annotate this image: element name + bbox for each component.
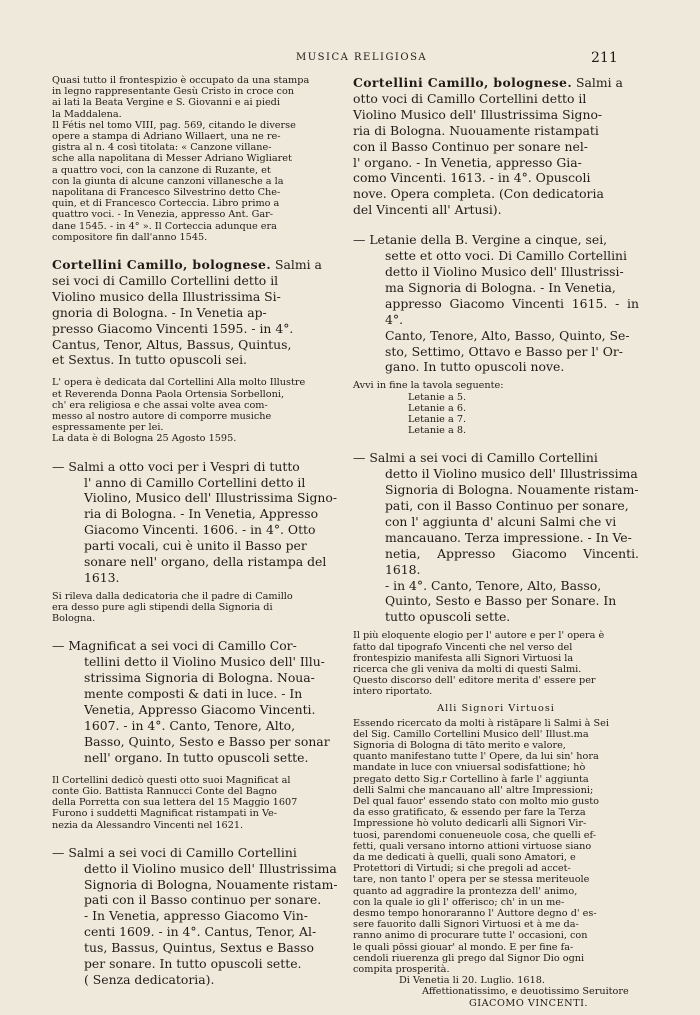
right-column	[353, 75, 639, 1009]
note-fetis: Il Fétis nel tomo VIII, pag. 569, citando le diverse opere a stampa di Adriano Willaert, una ne re- gistra al n. 4 così titolata: « Canzone villane- sche alla napolitana di Messer Adriano Wigliaret a quattro voci, con la canzone di Ruzante, et con la giunta di alcune canzoni villanesche a la napolitana di Francesco Silvestrino detto Che- quin, et di Francesco Corteccia. Libro primo a quattro voci. - In Venezia, appresso Ant. Gar- dane 1545. - in 4° ». Il Corteccia adunque era compositore fin dall'anno 1545.	[52, 119, 296, 243]
left-column	[52, 75, 342, 988]
letter-heading: Alli Signori Virtuosi	[437, 702, 555, 714]
note-father: Si rileva dalla dedicatoria che il padre di Camillo era desso pure agli stipendi della Signoria di Bologna.	[52, 590, 293, 625]
note-frontispiece: Quasi tutto il frontespizio è occupato da una stampa in legno rappresentante Gesù Cristo in croce con ai lati la Beata Vergine e S. Giovanni e ai piedi la Maddalena.	[52, 75, 310, 120]
note-date: La data è di Bologna 25 Agosto 1595.	[52, 433, 237, 445]
entry-salmi-sei-voci-1609: — Salmi a sei voci di Camillo Cortellini detto il Violino musico dell' Illustrissima Signoria di Bologna, Nouamente ristam- pati con il Basso continuo per sonare. - In Venetia, appresso Giacomo Vin- centi 1609. - in 4°. Cantus, Tenor, Al- tus, Bassus, Quintus, Sextus e Basso per sonare. In tutto opuscoli sette. ( Senza dedicatoria).	[52, 844, 338, 987]
entry-salmi-otto-voci-1613: Cortellini Camillo, bolognese. Salmi a otto voci di Camillo Cortellini detto il Violino Musico dell' Illustrissima Signo- ria di Bologna. Nuouamente ristampati con il Basso Continuo per sonare nel- l' organo. - In Venetia, appresso Gia- como Vincenti. 1613. - in 4°. Opuscoli nove. Opera completa. (Con dedicatoria del Vincenti all' Artusi).	[353, 75, 623, 218]
list-item: Letanie a 7.	[408, 413, 467, 425]
letter-signature: GIACOMO VINCENTI.	[469, 997, 588, 1009]
entry-salmi-otto-voci-vespri: — Salmi a otto voci per i Vespri di tutto l' anno di Camillo Cortellini detto il Violino, Musico dell' Illustrissima Signo- ria di Bologna. - In Venetia, Appresso Giacomo Vincenti. 1606. - in 4°. Otto parti vocali, cui è unito il Basso per sonare nell' organo, della ristampa del 1613.	[52, 458, 338, 585]
note-printer-praise: Il più eloquente elogio per l' autore e per l' opera è fatto dal tipografo Vincenti che nel verso del frontespizio manifesta alli Signori Virtuosi la ricerca che gli veniva da molti di questi Salmi. Questo discorso dell' editore merita d' essere per intero riportato.	[353, 630, 605, 698]
letter-date: Di Venetia li 20. Luglio. 1618.	[399, 975, 545, 987]
list-item: Letanie a 8.	[408, 425, 467, 437]
entry-magnificat: — Magnificat a sei voci di Camillo Cor- tellini detto il Violino Musico dell' Illu- strissima Signoria di Bologna. Noua- mente composti & dati in luce. - In Venetia, Appresso Giacomo Vincenti. 1607. - in 4°. Canto, Tenore, Alto, Basso, Quinto, Sesto e Basso per sonar nell' organo. In tutto opuscoli sette.	[52, 638, 330, 765]
list-item: Letanie a 5.	[408, 391, 467, 403]
letter-body: Essendo ricercato da molti à ristāpare li Salmi à Sei del Sig. Camillo Cortellini Musico dell' Illust.ma Signoria di Bologna di tāto merito e valore, quanto manifestano tutte l' Opere, da lui sin' hora mandate in luce con vniuersal sodisfattione; hò pregato detto Sig.r Cortellino à farle l' aggiunta delli Salmi che mancauano all' altre Impressioni; Del qual fauor' essendo stato con molto mio gusto da esso gratificato, & essendo per fare la Terza Impressione hò voluto dedicarli alli Signori Vir- tuosi, parendomi conueneuole cosa, che quelli ef- fetti, quali versano intorno attioni virtuose siano da me dedicati à quelli, quali sono Amatori, e Protettori di Virtudi; si che pregoli ad accet- tare, non tanto l' opera per se stessa meriteuole quanto ad aggradire la prontezza dell' animo, con la quale io gli l' offerisco; ch' in un me- desmo tempo honoraranno l' Auttore degno d' es- sere fauorito dalli Signori Virtuosi et à me da- ranno animo di procurare tutte l' occasioni, con le quali pōssi giouar' al mondo. E per fine fa- cendoli riuerenza gli prego dal Signor Dio ogni compita prosperità.	[353, 717, 609, 975]
page-header	[0, 50, 700, 70]
tavola-intro: Avvi in fine la tavola seguente:	[353, 380, 504, 392]
page-number: 211	[591, 50, 618, 66]
list-item: Letanie a 6.	[408, 402, 467, 414]
entry-salmi-sei-voci-1595: Cortellini Camillo, bolognese. Salmi a sei voci di Camillo Cortellini detto il Violino musico della Illustrissima Si- gnoria di Bologna. - In Venetia ap- presso Giacomo Vincenti 1595. - in 4°. Cantus, Tenor, Altus, Bassus, Quintus, et Sextus. In tutto opuscoli sei.	[52, 257, 322, 368]
running-head: MUSICA RELIGIOSA	[296, 52, 428, 63]
entry-heading: Cortellini Camillo, bolognese.	[52, 257, 272, 273]
entry-letanie: — Letanie della B. Vergine a cinque, sei, sette et otto voci. Di Camillo Cortellini detto il Violino Musico dell' Illustrissi- ma Signoria di Bologna. - In Venetia, appresso Giacomo Vincenti 1615. - in 4°. Canto, Tenore, Alto, Basso, Quinto, Se- sto, Settimo, Ottavo e Basso per l' Or- gano. In tutto opuscoli nove.	[353, 232, 639, 375]
entry-salmi-sei-voci-1618: — Salmi a sei voci di Camillo Cortellini detto il Violino musico dell' Illustrissima Signoria di Bologna. Nouamente ristam- pati, con il Basso Continuo per sonare, con l' aggiunta d' alcuni Salmi che vi mancauano. Terza impressione. - In Ve- netia, Appresso Giacomo Vincenti. 1618. - in 4°. Canto, Tenore, Alto, Basso, Quinto, Sesto e Basso per Sonare. In tutto opuscoli sette.	[353, 450, 639, 625]
tavola-list	[353, 392, 639, 437]
note-magnificat-dedication: Il Cortellini dedicò questi otto suoi Magnificat al conte Gio. Battista Rannucci Conte del Bagno della Porretta con sua lettera del 15 Maggio 1607 Furono i suddetti Magnificat ristampati in Ve- nezia da Alessandro Vincenti nel 1621.	[52, 774, 298, 831]
entry-heading: Cortellini Camillo, bolognese.	[353, 75, 573, 90]
letter-closing: Affettionatissimo, e deuotissimo Seruitore	[422, 986, 629, 998]
note-dedication-1595: L' opera è dedicata dal Cortellini Alla molto Illustre et Reverenda Donna Paola Ortensia Sorbelloni, ch' era religiosa e che assai volte avea com- messo al nostro autore di comporre musiche espressamente per lei. La data è di Bologna 25 Agosto 1595.	[52, 377, 342, 444]
